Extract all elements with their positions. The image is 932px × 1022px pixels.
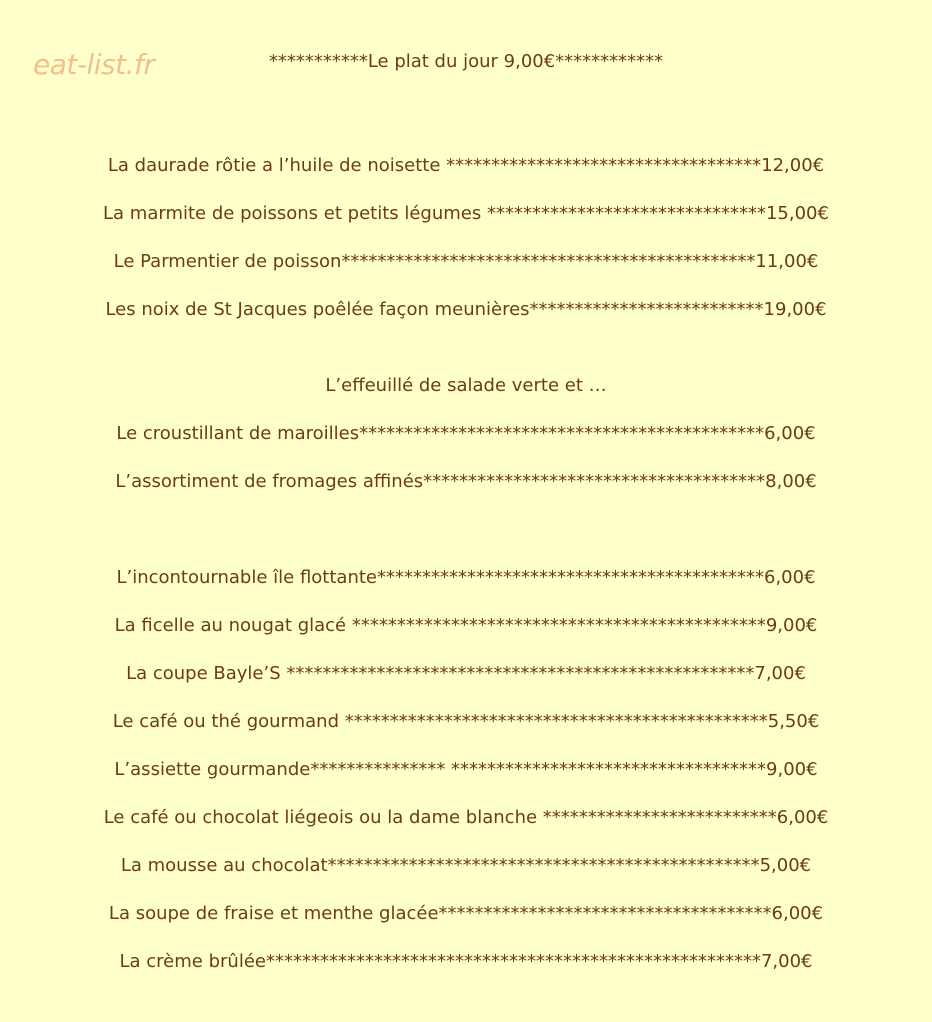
- menu-item: La mousse au chocolat************************************************5,00€: [120, 855, 812, 876]
- menu-item: Le café ou chocolat liégeois ou la dame blanche **************************6,00€: [103, 807, 829, 828]
- menu-item: La marmite de poissons et petits légumes *******************************15,00€: [103, 203, 829, 224]
- menu-item: L’incontournable île flottante*******************************************6,00€: [116, 567, 816, 588]
- menu-item: La soupe de fraise et menthe glacée*************************************6,00€: [108, 903, 824, 924]
- menu-item: Le café ou thé gourmand ***********************************************5,50€: [112, 711, 820, 732]
- menu-item: La crème brûlée*******************************************************7,00€: [119, 951, 813, 972]
- menu-item: Le croustillant de maroilles*********************************************6,00€: [116, 423, 816, 444]
- menu-item: L’assortiment de fromages affinés**************************************8,00€: [115, 471, 817, 492]
- plat-du-jour: ***********Le plat du jour 9,00€************: [268, 51, 664, 72]
- menu-item: La daurade rôtie a l’huile de noisette ***********************************12,00€: [107, 155, 825, 176]
- watermark-logo: eat-list.fr: [33, 48, 155, 81]
- section-heading: L’effeuillé de salade verte et …: [325, 375, 607, 396]
- menu-item: La coupe Bayle’S ****************************************************7,00€: [126, 663, 806, 684]
- menu-item: L’assiette gourmande*************** ***********************************9,00€: [114, 759, 818, 780]
- menu-item: Le Parmentier de poisson**********************************************11,00€: [113, 251, 819, 272]
- menu-item: La ficelle au nougat glacé **********************************************9,00€: [114, 615, 818, 636]
- menu-item: Les noix de St Jacques poêlée façon meunières**************************19,00€: [105, 299, 827, 320]
